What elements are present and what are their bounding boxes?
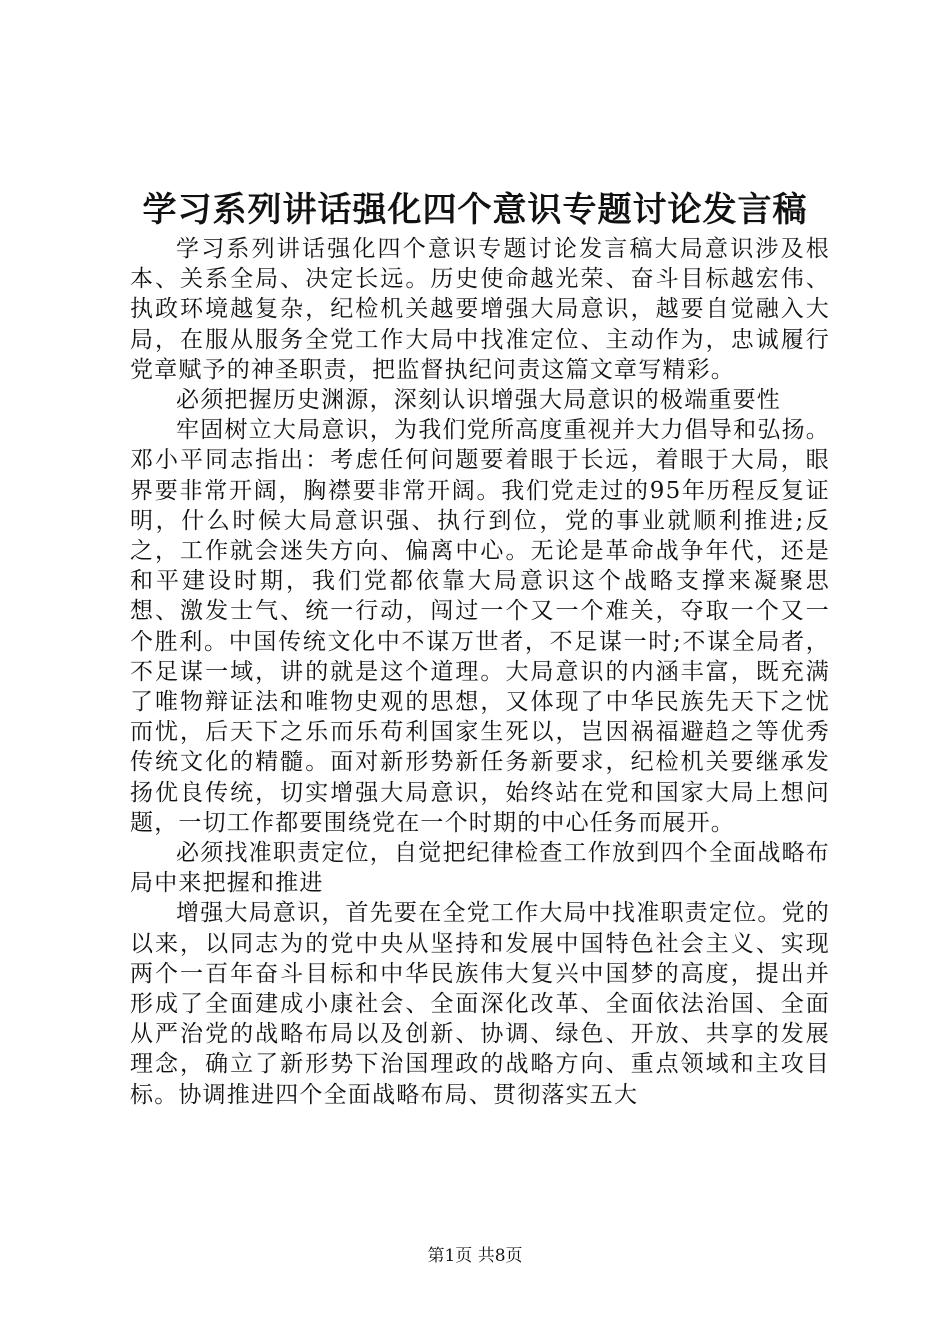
section-heading: 必须找准职责定位，自觉把纪律检查工作放到四个全面战略布局中来把握和推进: [130, 840, 830, 897]
document-title: 学习系列讲话强化四个意识专题讨论发言稿: [142, 190, 808, 230]
document-body: [130, 234, 830, 1110]
section-heading: 必须把握历史渊源，深刻认识增强大局意识的极端重要性: [176, 387, 781, 414]
paragraph: 学习系列讲话强化四个意识专题讨论发言稿大局意识涉及根本、关系全局、决定长远。历史使命越光荣、奋斗目标越宏伟、执政环境越复杂，纪检机关越要增强大局意识，越要自觉融入大局，在服从服务全党工作大局中找准定位、主动作为，忠诚履行党章赋予的神圣职责，把监督执纪问责这篇文章写精彩。: [130, 236, 830, 383]
page-number-footer: 第1页 共8页: [427, 1246, 523, 1266]
paragraph: 牢固树立大局意识，为我们党所高度重视并大力倡导和弘扬。邓小平同志指出：考虑任何问题要着眼于长远，着眼于大局，眼界要非常开阔，胸襟要非常开阔。我们党走过的95年历程反复证明，什么时候大局意识强、执行到位，党的事业就顺利推进;反之，工作就会迷失方向、偏离中心。无论是革命战争年代，还是和平建设时期，我们党都依靠大局意识这个战略支撑来凝聚思想、激发士气、统一行动，闯过一个又一个难关，夺取一个又一个胜利。中国传统文化中不谋万世者，不足谋一时;不谋全局者，不足谋一域，讲的就是这个道理。大局意识的内涵丰富，既充满了唯物辩证法和唯物史观的思想，又体现了中华民族先天下之忧而忧，后天下之乐而乐苟利国家生死以，岂因祸福避趋之等优秀传统文化的精髓。面对新形势新任务新要求，纪检机关要继承发扬优良传统，切实增强大局意识，始终站在党和国家大局上想问题，一切工作都要围绕党在一个时期的中心任务而展开。: [130, 417, 830, 836]
paragraph: 增强大局意识，首先要在全党工作大局中找准职责定位。党的以来，以同志为的党中央从坚持和发展中国特色社会主义、实现两个一百年奋斗目标和中华民族伟大复兴中国梦的高度，提出并形成了全面建成小康社会、全面深化改革、全面依法治国、全面从严治党的战略布局以及创新、协调、绿色、开放、共享的发展理念，确立了新形势下治国理政的战略方向、重点领域和主攻目标。协调推进四个全面战略布局、贯彻落实五大: [130, 900, 830, 1108]
